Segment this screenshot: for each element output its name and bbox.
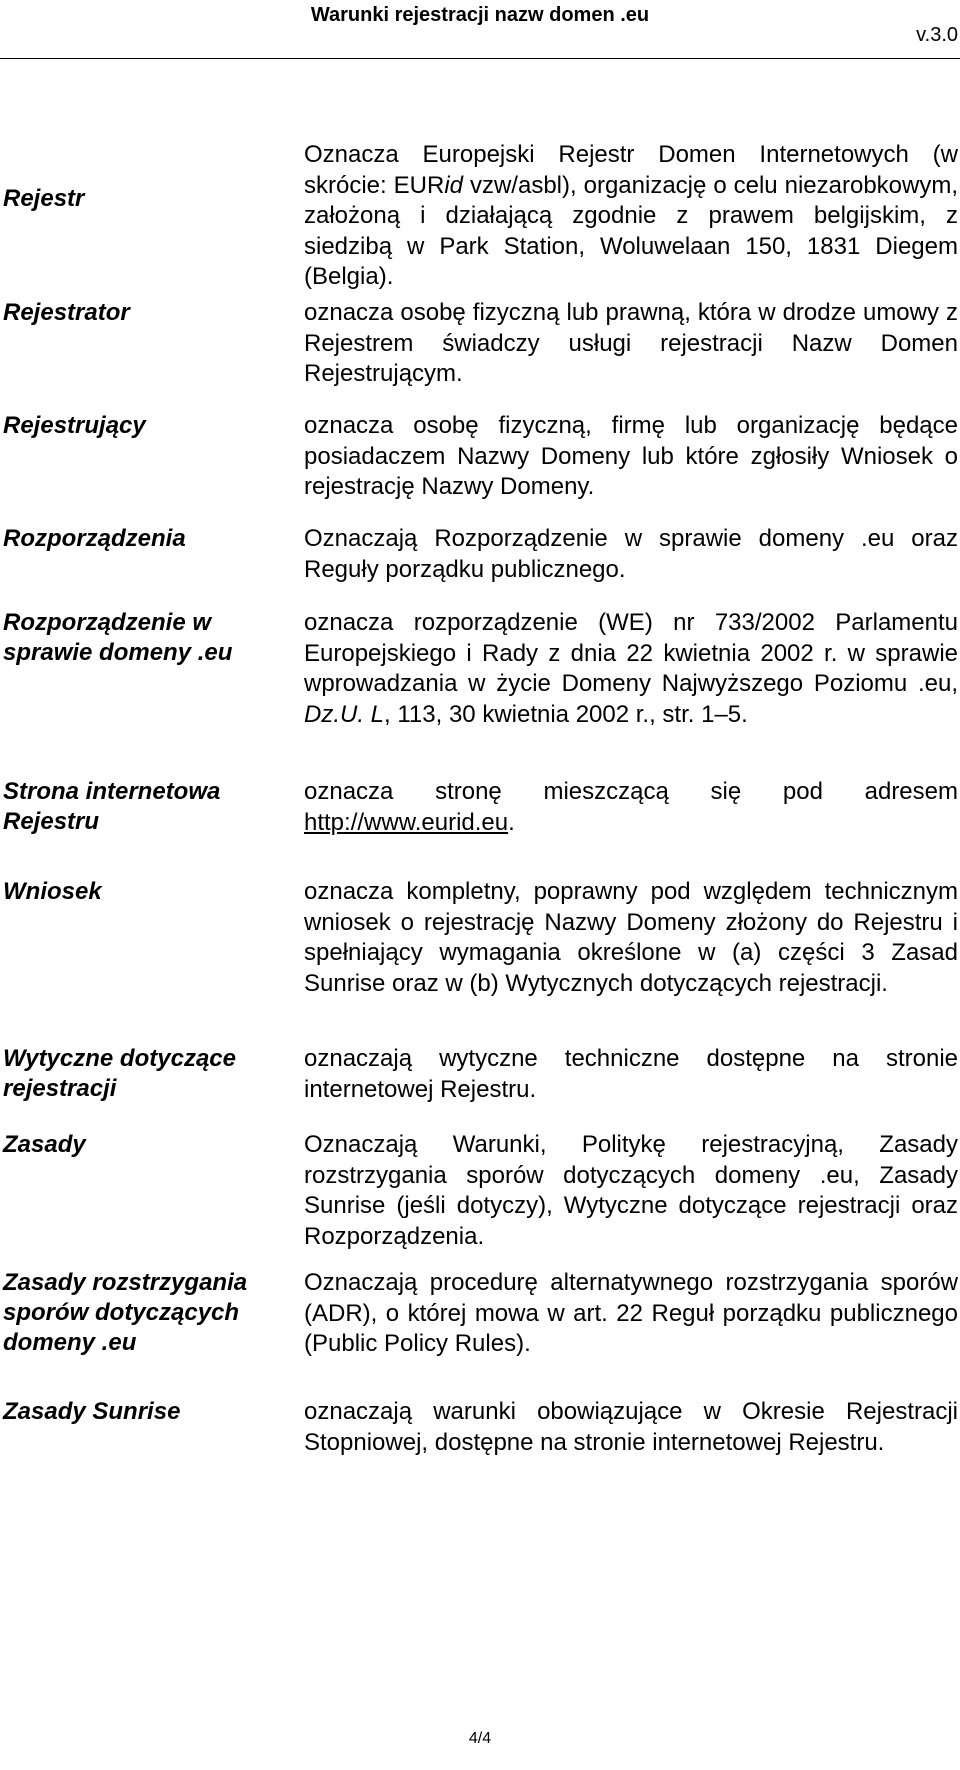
definition-term: Zasady rozstrzygania sporów dotyczących domeny .eu xyxy=(3,1269,248,1356)
definition-segment: oznacza osobę fizyczną lub prawną, która w drodze umowy z Rejestrem świadczy usługi rejestracji Nazw Domen Rejestrującym. xyxy=(304,299,958,387)
definition-term: Strona internetowa Rejestru xyxy=(3,778,221,835)
definition-segment: Oznaczają Rozporządzenie w sprawie domeny .eu oraz Reguły porządku publicznego. xyxy=(304,525,958,583)
definition-segment: oznacza kompletny, poprawny pod względem technicznym wniosek o rejestrację Nazwy Domeny złożony do Rejestru i spełniający wymagania określone w (a) części 3 Zasad Sunrise oraz w (b) Wytycznych dotyczących rejestracji. xyxy=(304,878,958,997)
definition-text xyxy=(304,877,958,999)
definition-term: Zasady Sunrise xyxy=(3,1398,181,1425)
definition-term: Zasady xyxy=(3,1131,86,1158)
header-divider xyxy=(0,58,960,59)
definition-text xyxy=(304,1397,958,1458)
definition-segment: oznacza rozporządzenie (WE) nr 733/2002 Parlamentu Europejskiego i Rady z dnia 22 kwietnia 2002 r. w sprawie wprowadzania w życie Domeny Najwyższego Poziomu .eu, xyxy=(304,609,958,697)
definition-text xyxy=(304,298,958,390)
registry-website-link[interactable]: http://www.eurid.eu xyxy=(304,808,509,836)
definition-text xyxy=(304,1130,958,1252)
definition-text xyxy=(304,608,958,730)
definition-term: Wytyczne dotyczące rejestracji xyxy=(3,1045,236,1102)
definition-text xyxy=(304,140,958,293)
page-number: 4/4 xyxy=(468,1730,492,1747)
document-version: v.3.0 xyxy=(916,24,958,46)
definition-term: Rejestrujący xyxy=(3,412,146,439)
definition-segment: Oznacza Europejski Rejestr Domen Internetowych (w skrócie: EUR xyxy=(304,141,958,199)
definition-text xyxy=(304,411,958,503)
definition-segment: oznaczają warunki obowiązujące w Okresie Rejestracji Stopniowej, dostępne na stronie internetowej Rejestru. xyxy=(304,1398,958,1456)
definition-segment: , 113, 30 kwietnia 2002 r., str. 1–5. xyxy=(384,700,748,728)
definition-term: Rozporządzenia xyxy=(3,525,186,552)
definition-term: Rozporządzenie w sprawie domeny .eu xyxy=(3,609,233,666)
definition-segment: Oznaczają Warunki, Politykę rejestracyjną, Zasady rozstrzygania sporów dotyczących domeny .eu, Zasady Sunrise (jeśli dotyczy), Wytyczne dotyczące rejestracji oraz Rozporządzenia. xyxy=(304,1131,958,1250)
definition-segment: oznaczają wytyczne techniczne dostępne na stronie internetowej Rejestru. xyxy=(304,1045,958,1103)
definition-term: Rejestrator xyxy=(3,299,130,326)
page-header xyxy=(0,0,960,62)
definition-text xyxy=(304,524,958,585)
definition-segment: vzw/asbl), organizację o celu niezarobkowym, założoną i działającą zgodnie z prawem belgijskim, z siedzibą w Park Station, Woluwelaan 150, 1831 Diegem (Belgia). xyxy=(304,171,959,290)
definition-segment: Dz.U. L xyxy=(304,700,385,728)
definition-text xyxy=(304,1268,958,1360)
document-title: Warunki rejestracji nazw domen .eu xyxy=(310,4,650,26)
definition-segment: Oznaczają procedurę alternatywnego rozstrzygania sporów (ADR), o której mowa w art. 22 Reguł porządku publicznego (Public Policy Rules). xyxy=(304,1269,958,1357)
definition-segment: oznacza stronę mieszczącą się pod adresem xyxy=(304,778,958,805)
definition-segment: . xyxy=(508,808,515,836)
definition-text xyxy=(304,777,958,838)
definition-segment: id xyxy=(444,171,464,199)
definition-segment: oznacza osobę fizyczną, firmę lub organizację będące posiadaczem Nazwy Domeny lub które zgłosiły Wniosek o rejestrację Nazwy Domeny. xyxy=(304,412,958,500)
definition-term: Wniosek xyxy=(3,878,102,905)
definition-term: Rejestr xyxy=(3,185,85,212)
definition-text xyxy=(304,1044,958,1105)
